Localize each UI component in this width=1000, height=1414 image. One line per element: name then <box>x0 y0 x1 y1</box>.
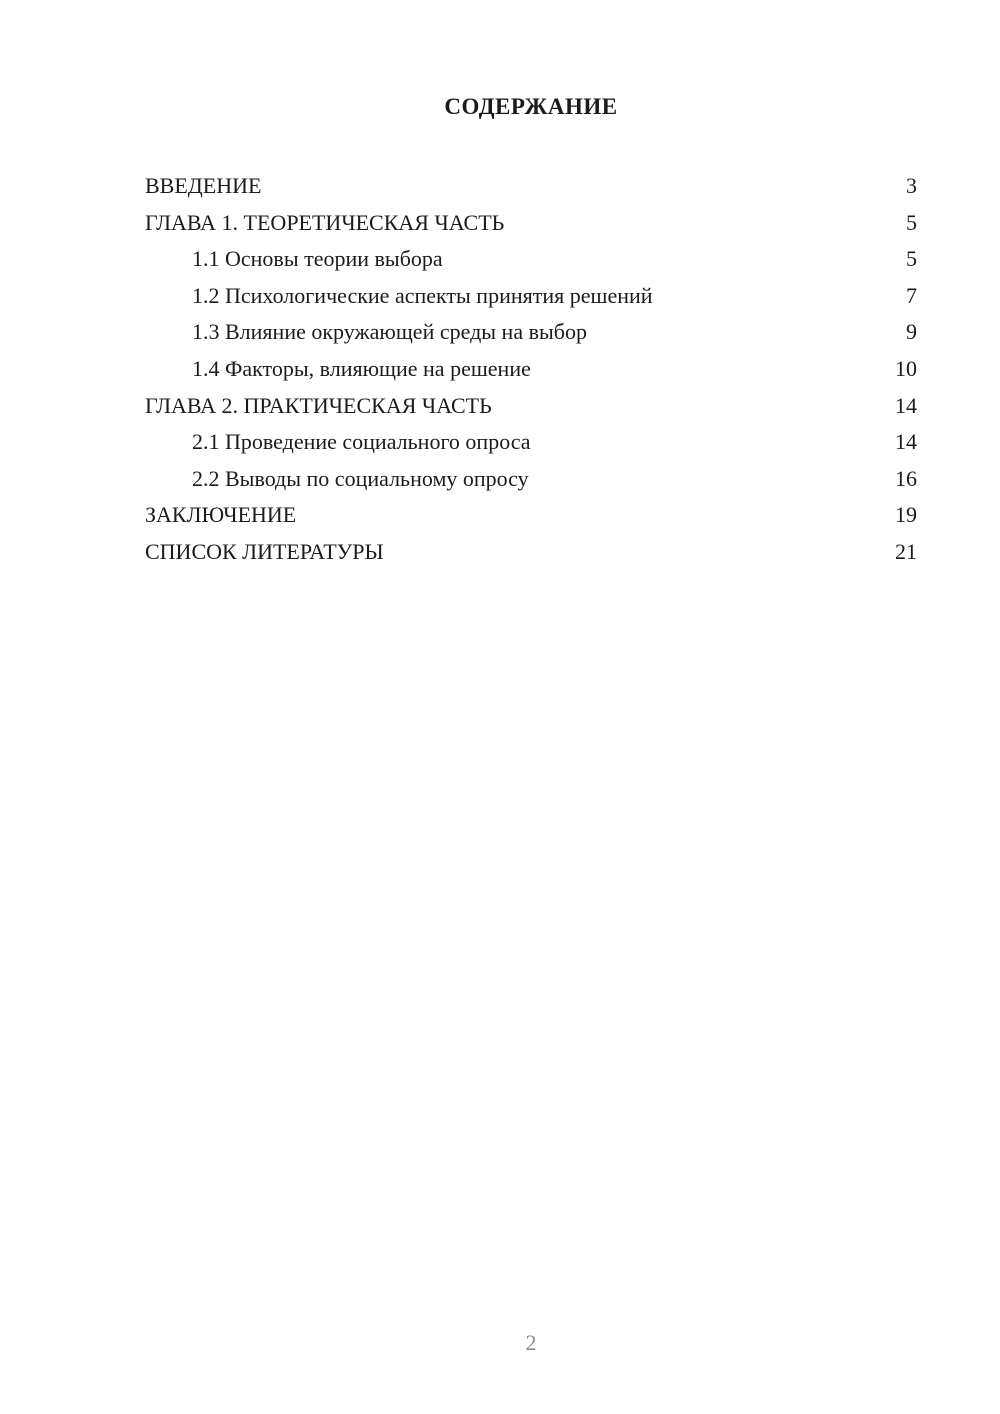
toc-row <box>145 424 917 461</box>
toc-entry-page: 19 <box>895 502 917 528</box>
toc-row <box>145 534 917 571</box>
toc-entry-label: 1.4 Факторы, влияющие на решение <box>192 355 531 381</box>
toc-row <box>145 241 917 278</box>
toc-row <box>145 351 917 388</box>
toc-list <box>145 168 917 571</box>
toc-entry-label: ГЛАВА 1. ТЕОРЕТИЧЕСКАЯ ЧАСТЬ <box>145 209 505 235</box>
toc-entry-label: СПИСОК ЛИТЕРАТУРЫ <box>145 538 384 564</box>
toc-row <box>145 205 917 242</box>
toc-entry-page: 5 <box>906 209 917 235</box>
toc-entry-page: 7 <box>906 282 917 308</box>
toc-entry-label: ЗАКЛЮЧЕНИЕ <box>145 502 297 528</box>
toc-entry-page: 14 <box>895 429 917 455</box>
toc-entry-label: 2.2 Выводы по социальному опросу <box>192 465 529 491</box>
toc-entry-page: 14 <box>895 392 917 418</box>
toc-row <box>145 461 917 498</box>
toc-row <box>145 314 917 351</box>
toc-row <box>145 388 917 425</box>
toc-entry-page: 5 <box>906 246 917 272</box>
toc-entry-label: 1.2 Психологические аспекты принятия решений <box>192 282 653 308</box>
toc-entry-label: 2.1 Проведение социального опроса <box>192 429 531 455</box>
toc-entry-page: 10 <box>895 355 917 381</box>
toc-row <box>145 168 917 205</box>
toc-row <box>145 278 917 315</box>
toc-entry-page: 16 <box>895 465 917 491</box>
toc-entry-page: 9 <box>906 319 917 345</box>
toc-entry-label: 1.1 Основы теории выбора <box>192 246 443 272</box>
toc-entry-label: ВВЕДЕНИЕ <box>145 173 262 198</box>
toc-row <box>145 497 917 534</box>
footer-page-number: 2 <box>525 1330 537 1355</box>
toc-entry-label: 1.3 Влияние окружающей среды на выбор <box>192 319 587 345</box>
toc-entry-page: 21 <box>895 538 917 564</box>
toc-heading: СОДЕРЖАНИЕ <box>444 94 618 119</box>
toc-entry-page: 3 <box>906 173 917 198</box>
toc-entry-label: ГЛАВА 2. ПРАКТИЧЕСКАЯ ЧАСТЬ <box>145 392 492 418</box>
